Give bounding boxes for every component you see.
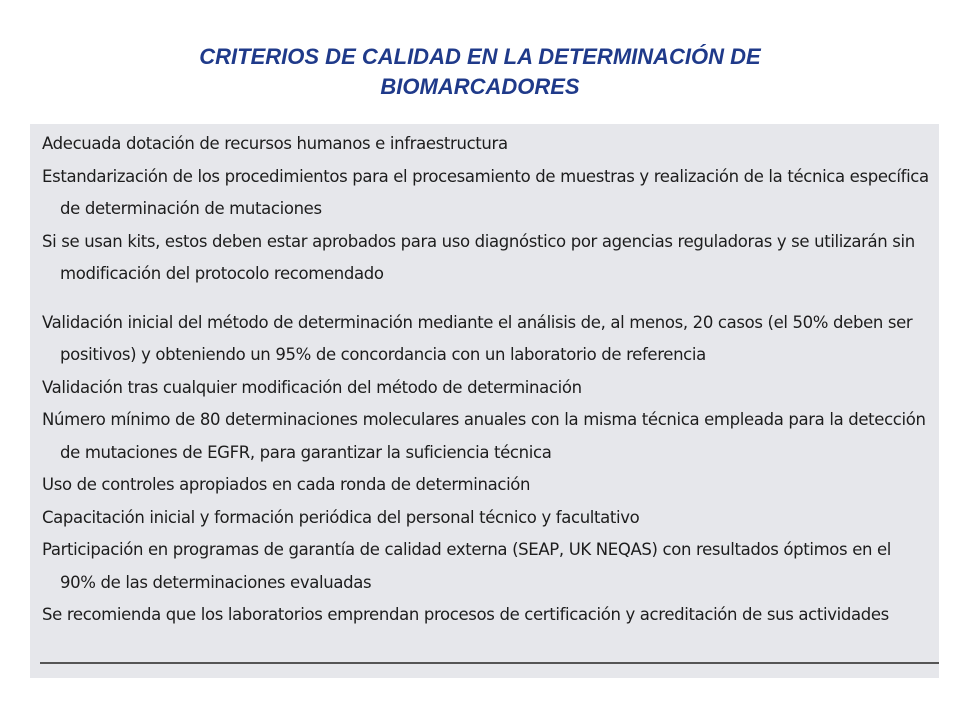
criteria-table <box>30 124 939 678</box>
criteria-list <box>42 128 929 632</box>
page-title-line-2: BIOMARCADORES <box>380 74 580 99</box>
criteria-item-revalidation: Validación tras cualquier modificación del método de determinación <box>42 377 582 397</box>
criteria-item-standardization: Estandarización de los procedimientos para el procesamiento de muestras y realización de la técnica específica de determinación de mutaciones <box>42 166 929 218</box>
criteria-item-minimum-volume: Número mínimo de 80 determinaciones moleculares anuales con la misma técnica empleada para la detección de mutaciones de EGFR, para garantizar la suficiencia técnica <box>42 410 926 462</box>
criteria-item-staffing: Adecuada dotación de recursos humanos e infraestructura <box>42 134 508 153</box>
page-title <box>80 42 880 102</box>
criteria-item-accreditation: Se recomienda que los laboratorios emprendan procesos de certificación y acreditación de sus actividades <box>42 605 889 624</box>
criteria-item-kits: Si se usan kits, estos deben estar aprobados para uso diagnóstico por agencias reguladoras y se utilizarán sin modificación del protocolo recomendado <box>42 231 915 283</box>
table-bottom-rule <box>40 662 939 664</box>
criteria-item-initial-validation: Validación inicial del método de determinación mediante el análisis de, al menos, 20 casos (el 50% deben ser positivos) y obteniendo un 95% de concordancia con un laboratorio de referencia <box>42 312 913 364</box>
page-title-line-1: CRITERIOS DE CALIDAD EN LA DETERMINACIÓN DE <box>199 44 761 69</box>
criteria-item-training: Capacitación inicial y formación periódica del personal técnico y facultativo <box>42 507 640 527</box>
criteria-item-external-quality: Participación en programas de garantía de calidad externa (SEAP, UK NEQAS) con resultados óptimos en el 90% de las determinaciones evaluadas <box>42 540 892 592</box>
criteria-item-controls: Uso de controles apropiados en cada ronda de determinación <box>42 475 531 494</box>
